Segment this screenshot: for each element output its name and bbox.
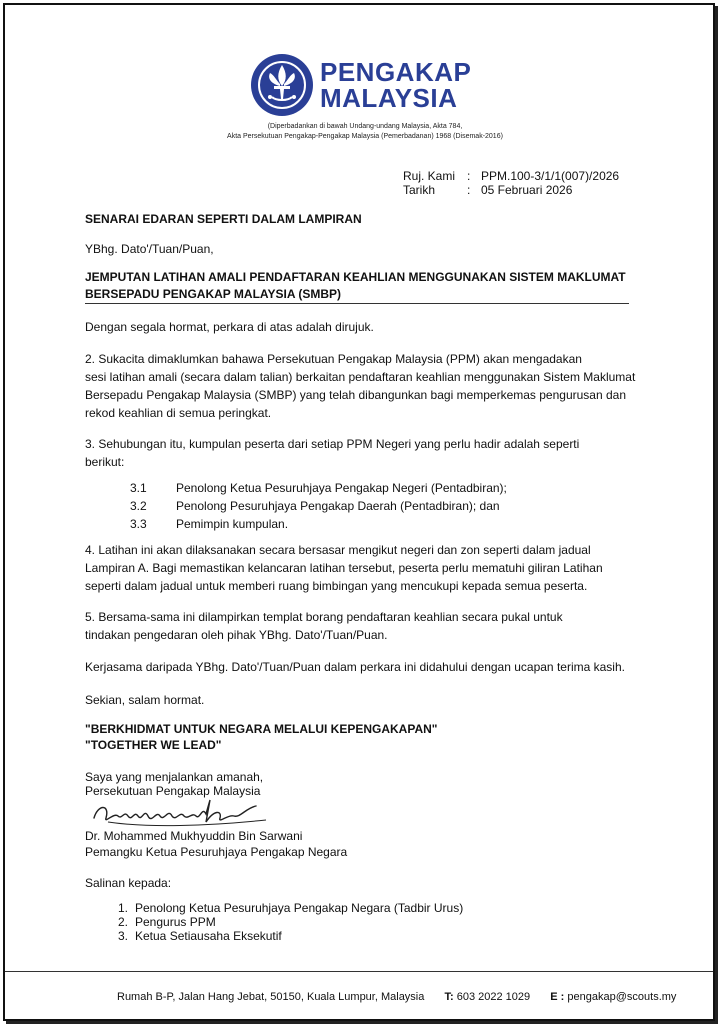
signer-title: Pemangku Ketua Pesuruhjaya Pengakap Negara bbox=[85, 845, 348, 859]
legal-note-line2: Akta Persekutuan Pengakap-Pengakap Malaysia (Pemerbadanan) 1968 (Disemak-2016) bbox=[227, 133, 503, 140]
motto-line1: "BERKHIDMAT UNTUK NEGARA MELALUI KEPENGAKAPAN" bbox=[85, 722, 438, 736]
reference-block bbox=[403, 169, 619, 197]
ref-value: PPM.100-3/1/1(007)/2026 bbox=[481, 169, 620, 183]
list-item bbox=[118, 901, 463, 915]
para-2-line2: sesi latihan amali (secara dalam talian) berkaitan pendaftaran keahlian menggunakan Sistem Maklumat bbox=[85, 370, 636, 384]
legal-note-line1: (Diperbadankan di bawah Undang-undang Malaysia, Akta 784, bbox=[267, 123, 463, 130]
letter-page bbox=[3, 3, 715, 1021]
list-item-number: 2. bbox=[118, 915, 129, 929]
para-5-line2: tindakan pengedaran oleh pihak YBhg. Dato'/Tuan/Puan. bbox=[85, 628, 388, 642]
list-item bbox=[130, 479, 507, 497]
subject-underline bbox=[85, 303, 629, 304]
sign-intro-line1: Saya yang menjalankan amanah, bbox=[85, 770, 264, 784]
date-label: Tarikh bbox=[403, 183, 436, 197]
signer-name: Dr. Mohammed Mukhyuddin Bin Sarwani bbox=[85, 829, 303, 843]
list-item-text: Penolong Pesuruhjaya Pengakap Daerah (Pentadbiran); dan bbox=[176, 499, 500, 513]
footer-email-label: E : bbox=[550, 991, 565, 1003]
org-name-line2: MALAYSIA bbox=[320, 83, 458, 113]
organisation-name bbox=[320, 59, 471, 111]
subject-line1: JEMPUTAN LATIHAN AMALI PENDAFTARAN KEAHLIAN MENGGUNAKAN SISTEM MAKLUMAT bbox=[85, 270, 626, 284]
para-4-line1: 4. Latihan ini akan dilaksanakan secara bersasar mengikut negeri dan zon seperti dalam jadual bbox=[85, 543, 591, 557]
subject-line2: BERSEPADU PENGAKAP MALAYSIA (SMBP) bbox=[85, 287, 342, 301]
participant-list bbox=[130, 479, 507, 533]
cc-label: Salinan kepada: bbox=[85, 876, 172, 890]
org-name-line1: PENGAKAP bbox=[320, 57, 472, 87]
list-item-number: 3. bbox=[118, 929, 129, 943]
list-item-number: 3.1 bbox=[130, 481, 147, 495]
recipient: SENARAI EDARAN SEPERTI DALAM LAMPIRAN bbox=[85, 212, 362, 226]
para-2-line1: 2. Sukacita dimaklumkan bahawa Persekutuan Pengakap Malaysia (PPM) akan mengadakan bbox=[85, 352, 582, 366]
list-item bbox=[118, 929, 463, 943]
list-item-text: Ketua Setiausaha Eksekutif bbox=[135, 929, 282, 943]
cc-list bbox=[118, 901, 463, 943]
para-6: Kerjasama daripada YBhg. Dato'/Tuan/Puan dalam perkara ini didahului dengan ucapan terima kasih. bbox=[85, 660, 625, 674]
footer-email-value: pengakap@scouts.my bbox=[567, 991, 677, 1003]
footer-tel-label: T: bbox=[444, 991, 454, 1003]
signature-icon bbox=[88, 796, 278, 832]
footer-tel-value: 603 2022 1029 bbox=[456, 991, 531, 1003]
para-4-line3: seperti dalam jadual untuk memberi ruang bimbingan yang mencukupi kepada semua peserta. bbox=[85, 579, 588, 593]
list-item-text: Pemimpin kumpulan. bbox=[176, 517, 289, 531]
scout-emblem-icon bbox=[250, 53, 314, 117]
list-item bbox=[130, 497, 507, 515]
para-2-line3: Bersepadu Pengakap Malaysia (SMBP) yang telah dibangunkan bagi memperkemas pengurusan dan bbox=[85, 388, 627, 402]
list-item-number: 1. bbox=[118, 901, 129, 915]
list-item-text: Pengurus PPM bbox=[135, 915, 216, 929]
ref-colon: : bbox=[467, 169, 471, 183]
footer bbox=[117, 991, 676, 1003]
date-value: 05 Februari 2026 bbox=[481, 183, 573, 197]
date-colon: : bbox=[467, 183, 471, 197]
para-1: Dengan segala hormat, perkara di atas adalah dirujuk. bbox=[85, 320, 374, 334]
letterhead-logo bbox=[250, 53, 480, 119]
para-5-line1: 5. Bersama-sama ini dilampirkan templat borang pendaftaran keahlian secara pukal untuk bbox=[85, 610, 563, 624]
footer-divider bbox=[5, 971, 713, 972]
list-item bbox=[118, 915, 463, 929]
ref-label: Ruj. Kami bbox=[403, 169, 456, 183]
para-3-line1: 3. Sehubungan itu, kumpulan peserta dari setiap PPM Negeri yang perlu hadir adalah seperti bbox=[85, 437, 580, 451]
salutation: YBhg. Dato'/Tuan/Puan, bbox=[85, 242, 214, 256]
list-item-number: 3.2 bbox=[130, 499, 147, 513]
para-3-line2: berikut: bbox=[85, 455, 125, 469]
list-item-text: Penolong Ketua Pesuruhjaya Pengakap Negeri (Pentadbiran); bbox=[176, 481, 507, 495]
footer-address: Rumah B-P, Jalan Hang Jebat, 50150, Kuala Lumpur, Malaysia bbox=[117, 991, 425, 1003]
closing: Sekian, salam hormat. bbox=[85, 693, 205, 707]
sign-intro-line2: Persekutuan Pengakap Malaysia bbox=[85, 784, 261, 798]
list-item bbox=[130, 515, 507, 533]
para-2-line4: rekod keahlian di semua peringkat. bbox=[85, 406, 272, 420]
para-4-line2: Lampiran A. Bagi memastikan kelancaran latihan tersebut, peserta perlu mematuhi giliran Latihan bbox=[85, 561, 603, 575]
list-item-number: 3.3 bbox=[130, 517, 147, 531]
list-item-text: Penolong Ketua Pesuruhjaya Pengakap Negara (Tadbir Urus) bbox=[135, 901, 464, 915]
motto-line2: "TOGETHER WE LEAD" bbox=[85, 738, 222, 752]
